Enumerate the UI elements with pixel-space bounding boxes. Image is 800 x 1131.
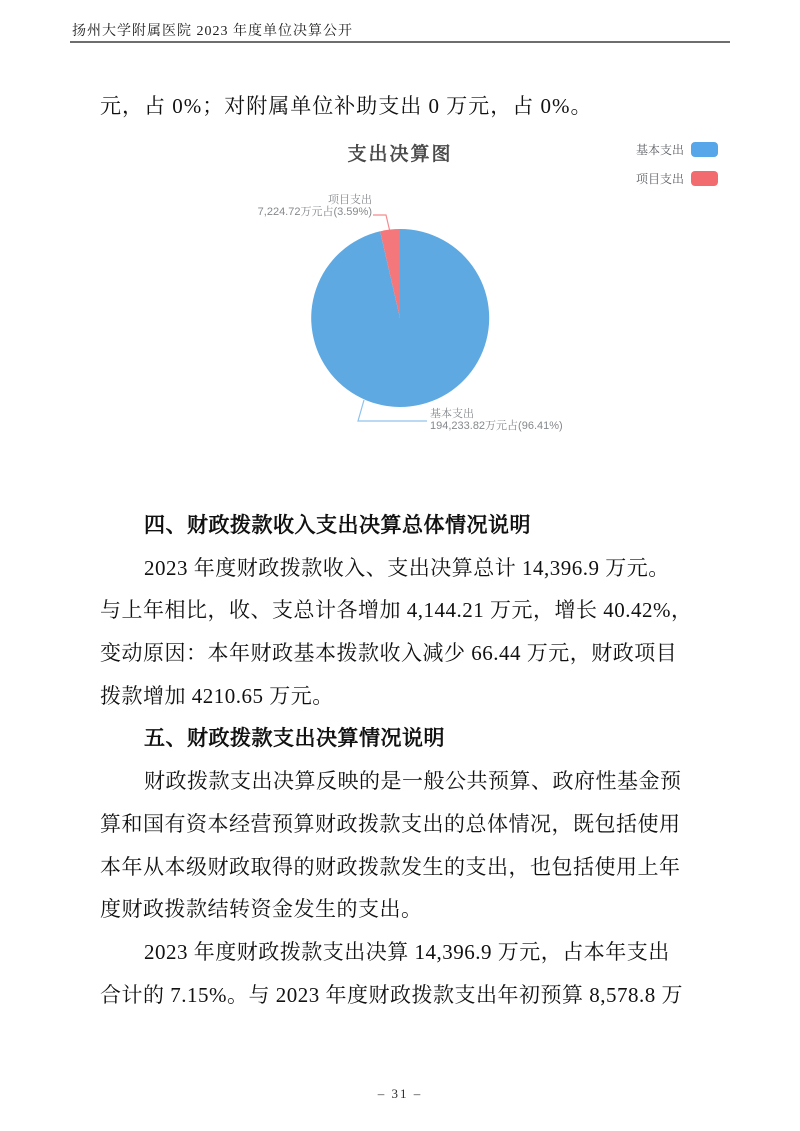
pie-label-project-name: 项目支出 bbox=[328, 194, 372, 206]
pie-slice-basic bbox=[311, 229, 489, 407]
legend-label-basic: 基本支出 bbox=[635, 143, 684, 157]
chart-legend bbox=[636, 141, 718, 199]
text-line: 2023 年度财政拨款支出决算 14,396.9 万元，占本年支出 bbox=[144, 939, 670, 964]
text-line: 2023 年度财政拨款收入、支出决算总计 14,396.9 万元。 bbox=[144, 555, 670, 580]
pie-label-basic bbox=[430, 409, 563, 432]
header-divider bbox=[70, 41, 730, 43]
legend-swatch-project bbox=[691, 171, 718, 186]
leader-line-project bbox=[373, 215, 390, 232]
body-text bbox=[100, 504, 720, 1016]
pie-label-basic-value: 194,233.82万元占(96.41%) bbox=[430, 419, 563, 432]
chart-title: 支出决算图 bbox=[347, 144, 453, 165]
legend-item-basic bbox=[636, 141, 718, 158]
text-line: 拨款增加 4210.65 万元。 bbox=[100, 683, 334, 708]
text-line: 本年从本级财政取得的财政拨款发生的支出，也包括使用上年 bbox=[100, 854, 681, 879]
text-line: 财政拨款支出决算反映的是一般公共预算、政府性基金预 bbox=[144, 769, 682, 794]
paragraph-line-intro: 元，占 0%；对附属单位补助支出 0 万元，占 0%。 bbox=[100, 94, 593, 118]
section-heading-4: 四、财政拨款收入支出决算总体情况说明 bbox=[144, 513, 531, 537]
document-header: 扬州大学附属医院 2023 年度单位决算公开 bbox=[72, 24, 353, 39]
pie-label-project-value: 7,224.72万元占(3.59%) bbox=[257, 205, 372, 218]
legend-item-project bbox=[636, 170, 718, 187]
text-line: 与上年相比，收、支总计各增加 4,144.21 万元，增长 40.42%， bbox=[100, 598, 693, 623]
text-line: 合计的 7.15%。与 2023 年度财政拨款支出年初预算 8,578.8 万 bbox=[100, 982, 683, 1007]
legend-swatch-basic bbox=[691, 142, 718, 157]
text-line: 度财政拨款结转资金发生的支出。 bbox=[100, 897, 423, 922]
pie-label-basic-name: 基本支出 bbox=[430, 408, 474, 420]
text-line: 变动原因：本年财政基本拨款收入减少 66.44 万元，财政项目 bbox=[100, 641, 678, 666]
pie-label-project bbox=[258, 195, 372, 218]
page-number: – 31 – bbox=[377, 1086, 423, 1101]
text-line: 算和国有资本经营预算财政拨款支出的总体情况，既包括使用 bbox=[100, 811, 681, 836]
section-heading-5: 五、财政拨款支出决算情况说明 bbox=[144, 726, 445, 751]
legend-label-project: 项目支出 bbox=[635, 172, 684, 186]
expenditure-pie-chart bbox=[0, 130, 800, 475]
